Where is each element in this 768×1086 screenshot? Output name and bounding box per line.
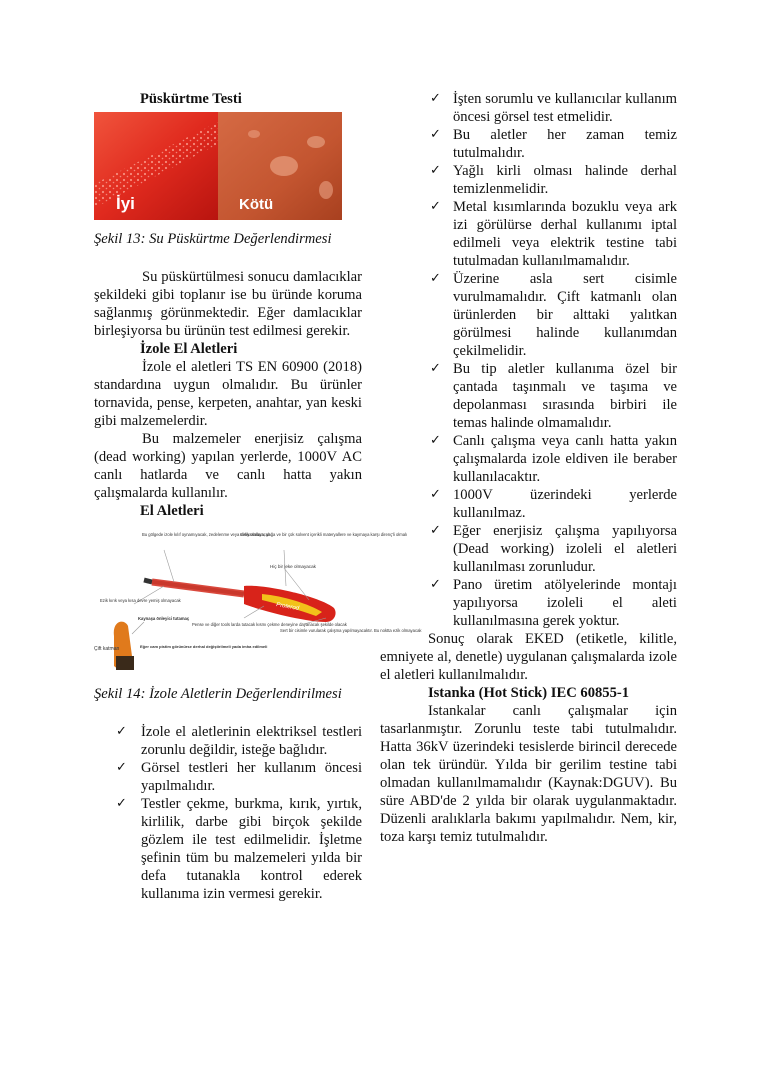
list-item: ✓ Canlı çalışma veya canlı hatta yakın çalışmalarda izole eldiven ile beraber kullanılacaktır.	[430, 433, 677, 485]
checkmark-icon: ✓	[116, 760, 127, 775]
list-item: ✓ İzole el aletlerinin elektriksel testleri zorunlu değildir, isteğe bağlıdır.	[116, 724, 362, 758]
insulated-paragraph-2: Bu malzemeler enerjisiz çalışma (dead working) yapılan yerlerde, 1000V AC canlı hatlarda ve canlı hatta yakın çalışmalarda kullanılır.	[94, 431, 362, 501]
checkmark-icon: ✓	[430, 163, 441, 178]
brand-label: Proterod	[275, 602, 300, 612]
list-item: ✓ Görsel testleri her kullanım öncesi yapılmalıdır.	[116, 760, 362, 794]
hotstick-paragraph: Istankalar canlı çalışmalar için tasarlanmıştır. Zorunlu teste tabi tutulmalıdır. Hatta 36kV üzerindeki tesislerde birincil derecede olan tek üründür. Yılda bir gerilim testine tabi olmadan kullanılmamalıdır (Kaynak:DGUV). Bu süre ABD'de 2 yılda bir olarak uygulanmaktadır. Düzenli aralıklarla bakımı yapılmalıdır. Nem, kir, toza karşı temiz tutulmalıdır.	[380, 703, 677, 845]
annotation-2: Kimyasallara, yağa ve bir çok solvent içerikli materyallere ve kaymaya karşı direnç'li olmalı	[240, 532, 408, 537]
list-item: ✓ 1000V üzerindeki yerlerde kullanılmaz.	[430, 487, 677, 521]
annotation-6: Sert bir cisimle vurularak çalışma yapılmayacaktır. Bu noktta ezik olmayacak	[280, 628, 422, 633]
list-item: ✓ İşten sorumlu ve kullanıcılar kullanım öncesi görsel test etmelidir.	[430, 91, 677, 125]
figure-13	[94, 112, 362, 248]
hotstick-heading: Istanka (Hot Stick) IEC 60855-1	[427, 685, 630, 701]
screwdriver-diagram	[94, 526, 422, 676]
annotation-8: Eğer cam pistim görünürse derhal değiştirilmeli yada imha edilmeli	[140, 644, 268, 649]
list-item: ✓ Testler çekme, burkma, kırık, yırtık, kirlilik, darbe gibi birçok şekilde gözlem ile test edilmelidir. İşletme şefinin tüm bu malzemeleri yılda bir defa tutanakla kontrol ederek kullanıma izin vermesi gerekir.	[116, 796, 362, 902]
figure-13-caption: Şekil 13: Su Püskürtme Değerlendirmesi	[94, 231, 332, 247]
checkmark-icon: ✓	[430, 91, 441, 106]
insulated-tools-heading: İzole El Aletleri	[140, 341, 238, 357]
right-column	[380, 90, 677, 846]
left-column	[94, 90, 422, 903]
annotation-9: Çift katman	[94, 646, 120, 652]
checkmark-icon: ✓	[116, 724, 127, 739]
list-item: ✓ Bu tip aletler kullanıma özel bir çantada taşınmalı ve taşıma ve depolanması sırasında birbiri ile temas halinde olmamalıdır.	[430, 361, 677, 431]
annotation-4: Ezik kırık veya kısa devre yemiş olmayacak	[100, 598, 181, 603]
hand-tools-heading: El Aletleri	[140, 503, 204, 519]
checkmark-icon: ✓	[430, 271, 441, 286]
annotation-5: Pense ve diğer tools larda tutacak kısmı çekme deneyine dayanacak şekilde olacak	[192, 622, 347, 627]
water-spray-image	[94, 112, 342, 220]
list-item: ✓ Bu aletler her zaman temiz tutulmalıdır.	[430, 127, 677, 161]
checkmark-icon: ✓	[430, 199, 441, 214]
label-good: İyi	[116, 194, 135, 213]
list-item: ✓ Üzerine asla sert cisimle vurulmamalıdır. Çift katmanlı olan ürünlerden bir alttaki yalıtkan görülmesi halinde kullanımdan çekilmelidir.	[430, 271, 677, 359]
spray-paragraph: Su püskürtülmesi sonucu damlacıklar şekildeki gibi toplanır ise bu üründe koruma sağlanmış görünmektedir. Eğer damlacıklar birleşiyorsa bu ürünün test edilmesi gerekir.	[94, 269, 362, 339]
list-item: ✓ Eğer enerjisiz çalışma yapılıyorsa (Dead working) izoleli el aletleri kullanılması zorunludur.	[430, 523, 677, 575]
list-item: ✓ Pano üretim atölyelerinde montajı yapılıyorsa izoleli el aleti kullanılmasına gerek yoktur.	[430, 577, 677, 629]
checkmark-icon: ✓	[116, 796, 127, 811]
figure-14	[94, 526, 422, 703]
list-item: ✓ Metal kısımlarında bozuklu veya ark izi görülürse derhal kullanımı iptal edilmeli veya elektrik testine tabi tutulmadan kullanılmamalıdır.	[430, 199, 677, 269]
left-checklist	[94, 723, 362, 903]
eked-paragraph: Sonuç olarak EKED (etiketle, kilitle, emniyete al, denetle) uygulanan çalışmalarda izole el aletleri kullanılmalıdır.	[380, 631, 677, 683]
label-bad: Kötü	[239, 196, 274, 213]
list-item: ✓ Yağlı kirli olması halinde derhal temizlenmelidir.	[430, 163, 677, 197]
annotation-3: Hiç bir leke olmayacak	[270, 564, 316, 569]
spray-test-heading: Püskürtme Testi	[140, 91, 242, 107]
figure-14-caption: Şekil 14: İzole Aletlerin Değerlendirilmesi	[94, 686, 342, 702]
checkmark-icon: ✓	[430, 433, 441, 448]
right-checklist	[406, 90, 677, 630]
checkmark-icon: ✓	[430, 523, 441, 538]
annotation-7: Kaynaşa önleyici tutamaç	[138, 616, 190, 621]
insulated-paragraph-1: İzole el aletleri TS EN 60900 (2018) standardına uygun olmalıdır. Bu ürünler tornavida, pense, kerpeten, anahtar, yan keski gibi malzemelerdir.	[94, 359, 362, 429]
checkmark-icon: ✓	[430, 127, 441, 142]
checkmark-icon: ✓	[430, 577, 441, 592]
checkmark-icon: ✓	[430, 361, 441, 376]
checkmark-icon: ✓	[430, 487, 441, 502]
annotation-1: Bu gölgede izole kılıf oynamıyacak, zedelenme veya delik olmayacak	[142, 532, 271, 537]
